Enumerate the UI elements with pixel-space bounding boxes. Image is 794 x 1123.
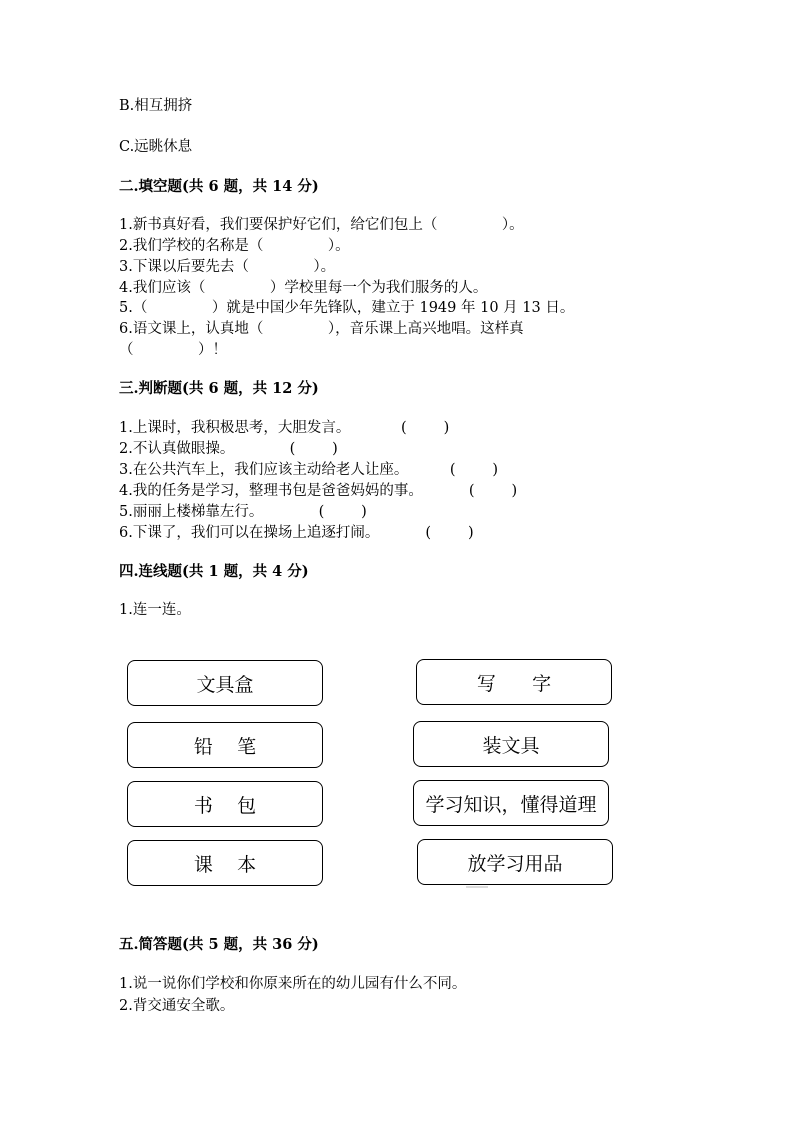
judge-item-4: 4.我的任务是学习，整理书包是爸爸妈妈的事。 ( ) [119, 483, 518, 499]
judge-item-6: 6.下课了，我们可以在操场上追逐打闹。 ( ) [119, 525, 474, 541]
fill-item-3: 3.下课以后要先去（ ）。 [119, 259, 336, 275]
right-box-hold-supplies[interactable] [417, 839, 613, 885]
fill-item-4: 4.我们应该（ ）学校里每一个为我们服务的人。 [119, 280, 488, 296]
fill-item-6: 6.语文课上，认真地（ ），音乐课上高兴地唱。这样真 [119, 321, 524, 337]
right-box-learn-knowledge[interactable] [413, 780, 609, 826]
right-box-hold-stationery[interactable] [413, 721, 609, 767]
right-box-label: 放学习用品 [467, 852, 563, 875]
fill-item-5: 5.（ ）就是中国少年先锋队，建立于 1949 年 10 月 13 日。 [119, 300, 575, 316]
judge-item-1: 1.上课时，我积极思考，大胆发言。 ( ) [119, 420, 450, 436]
judge-item-5: 5.丽丽上楼梯靠左行。 ( ) [119, 504, 367, 520]
left-box-label: 课 本 [193, 853, 257, 876]
left-box-pencil-case[interactable] [127, 660, 323, 706]
short-answer-item-1: 1.说一说你们学校和你原来所在的幼儿园有什么不同。 [119, 976, 467, 992]
right-box-label: 装文具 [482, 734, 540, 757]
judge-item-2: 2.不认真做眼操。 ( ) [119, 441, 338, 457]
fill-item-1: 1.新书真好看，我们要保护好它们，给它们包上（ ）。 [119, 217, 524, 233]
fill-item-2: 2.我们学校的名称是（ ）。 [119, 238, 350, 254]
option-b: B.相互拥挤 [119, 98, 193, 114]
right-box-label: 学习知识，懂得道理 [425, 793, 597, 816]
match-prompt: 1.连一连。 [119, 602, 191, 618]
section3-heading: 三.判断题(共 6 题，共 12 分) [119, 380, 319, 397]
section2-heading: 二.填空题(共 6 题，共 14 分) [119, 178, 319, 195]
left-box-pencil[interactable] [127, 722, 323, 768]
left-box-label: 文具盒 [196, 673, 254, 696]
option-c: C.远眺休息 [119, 139, 193, 155]
left-box-label: 铅 笔 [193, 735, 257, 758]
section4-heading: 四.连线题(共 1 题，共 4 分) [119, 563, 309, 580]
short-answer-item-2: 2.背交通安全歌。 [119, 998, 235, 1014]
left-box-textbook[interactable] [127, 840, 323, 886]
scan-mark [466, 886, 488, 888]
right-box-label: 写 字 [476, 672, 552, 695]
left-box-label: 书 包 [193, 794, 257, 817]
left-box-schoolbag[interactable] [127, 781, 323, 827]
fill-item-6-continued: （ ）！ [119, 342, 228, 358]
judge-item-3: 3.在公共汽车上，我们应该主动给老人让座。 ( ) [119, 462, 499, 478]
section5-heading: 五.简答题(共 5 题，共 36 分) [119, 936, 319, 953]
right-box-write[interactable] [416, 659, 612, 705]
